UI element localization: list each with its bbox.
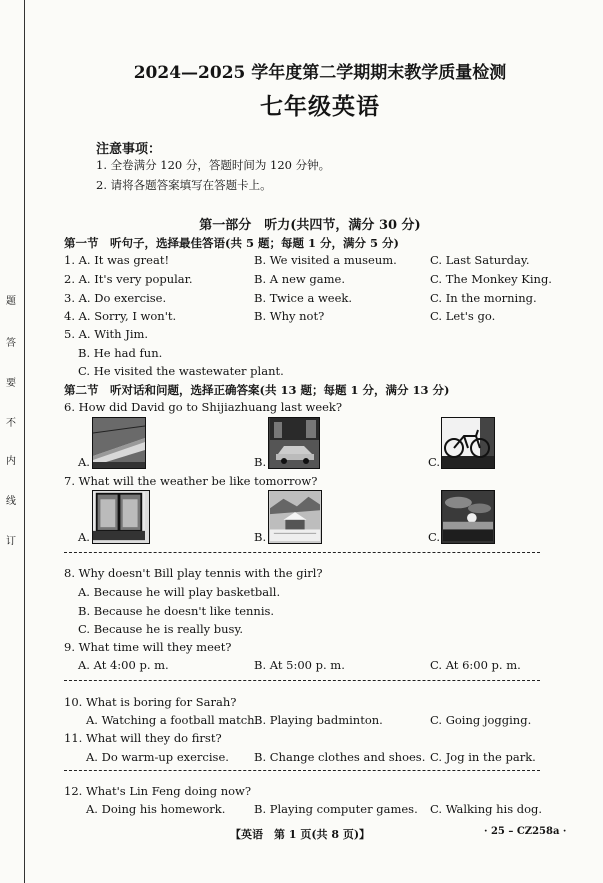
option: B. Playing badminton. [254, 713, 383, 727]
section-title: 第二节 听对话和问题，选择正确答案(共 13 题；每题 1 分，满分 13 分) [64, 383, 450, 397]
car-picture [268, 417, 320, 469]
bicycle-picture [441, 417, 495, 469]
margin-char: 答 [6, 338, 16, 349]
margin-char: 内 [6, 456, 16, 467]
option: B. Twice a week. [254, 291, 353, 305]
note-item: 1. 全卷满分 120 分，答题时间为 120 分钟。 [96, 158, 331, 172]
paper-code: · 25 – CZ258a · [484, 826, 567, 837]
margin-char: 线 [6, 496, 16, 507]
option: 3. A. Do exercise. [64, 291, 167, 305]
picture-label: C. [428, 455, 441, 469]
option: B. Playing computer games. [254, 802, 418, 816]
option: 2. A. It's very popular. [64, 272, 193, 286]
divider [64, 770, 540, 771]
option: B. A new game. [254, 272, 346, 286]
divider [64, 680, 540, 681]
question-text: 8. Why doesn't Bill play tennis with the girl? [64, 566, 323, 580]
train-picture [92, 417, 146, 469]
option: A. Doing his homework. [86, 802, 226, 816]
exam-subject: 七年级英语 [260, 93, 380, 120]
option: A. Do warm-up exercise. [86, 750, 229, 764]
option: C. Jog in the park. [430, 750, 536, 764]
option: C. Let's go. [430, 309, 496, 323]
divider [64, 552, 540, 553]
option: B. Change clothes and shoes. [254, 750, 426, 764]
option: C. Going jogging. [430, 713, 532, 727]
picture-label: A. [78, 455, 90, 469]
option: C. At 6:00 p. m. [430, 658, 521, 672]
option: B. He had fun. [78, 346, 163, 360]
margin-char: 要 [6, 378, 16, 389]
option: A. Watching a football match. [86, 713, 259, 727]
picture-label: B. [254, 455, 267, 469]
exam-title: 2024—2025 学年度第二学期期末教学质量检测 [133, 63, 507, 83]
rainy-window-picture [92, 490, 150, 544]
picture-label: A. [78, 530, 90, 544]
option: B. At 5:00 p. m. [254, 658, 345, 672]
picture-label: C. [428, 530, 441, 544]
note-item: 2. 请将各题答案填写在答题卡上。 [96, 178, 272, 192]
question-text: 12. What's Lin Feng doing now? [64, 784, 252, 798]
page-footer: 【英语 第 1 页(共 8 页)】 [230, 828, 371, 841]
question-text: 11. What will they do first? [64, 731, 222, 745]
binding-line [24, 0, 25, 883]
option: B. Why not? [254, 309, 325, 323]
option: B. We visited a museum. [254, 253, 397, 267]
margin-char: 订 [6, 536, 16, 547]
picture-label: B. [254, 530, 267, 544]
option: A. At 4:00 p. m. [78, 658, 169, 672]
question-text: 9. What time will they meet? [64, 640, 232, 654]
option: 5. A. With Jim. [64, 327, 149, 341]
option: C. Walking his dog. [430, 802, 543, 816]
margin-char: 题 [6, 296, 16, 307]
section-title: 第一节 听句子，选择最佳答语(共 5 题；每题 1 分，满分 5 分) [64, 236, 399, 250]
option: C. In the morning. [430, 291, 537, 305]
option: 4. A. Sorry, I won't. [64, 309, 177, 323]
option: 1. A. It was great! [64, 253, 170, 267]
option: C. He visited the wastewater plant. [78, 364, 284, 378]
option: C. Last Saturday. [430, 253, 530, 267]
option: C. The Monkey King. [430, 272, 552, 286]
question-text: 10. What is boring for Sarah? [64, 695, 237, 709]
part-title: 第一部分 听力(共四节，满分 30 分) [199, 218, 421, 233]
option: A. Because he will play basketball. [78, 585, 281, 599]
notes-heading: 注意事项： [96, 142, 162, 157]
margin-char: 不 [6, 418, 16, 429]
question-text: 7. What will the weather be like tomorrow? [64, 474, 318, 488]
option: B. Because he doesn't like tennis. [78, 604, 275, 618]
question-text: 6. How did David go to Shijiazhuang last week? [64, 400, 343, 414]
snowy-house-picture [268, 490, 322, 544]
sunset-picture [441, 490, 495, 544]
option: C. Because he is really busy. [78, 622, 244, 636]
